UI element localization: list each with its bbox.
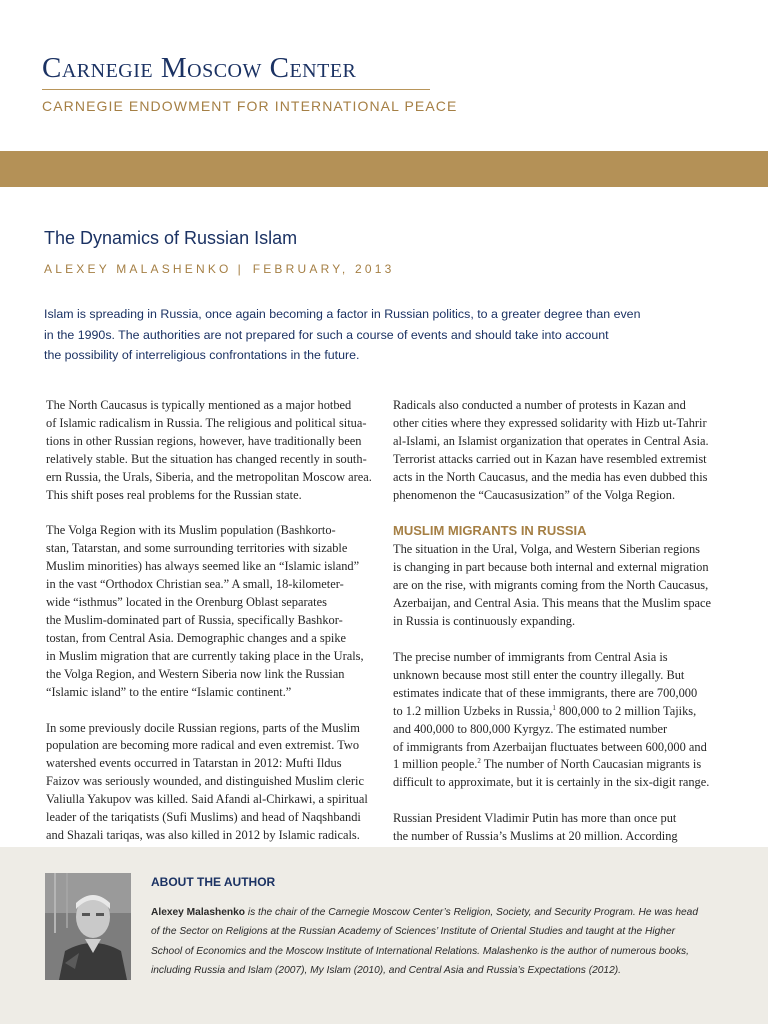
bio-line: School of Economics and the Moscow Institute of International Relations. Malashenko is the author of numerous books, <box>151 945 689 957</box>
text-line: In some previously docile Russian regions, parts of the Muslim <box>46 720 360 735</box>
body-paragraph <box>46 397 382 504</box>
text-segment: is the chair of the Carnegie Moscow Center’s Religion, Society, and Security Program. He was head <box>245 907 698 918</box>
text-line: are on the rise, with migrants coming from the North Caucasus, <box>393 578 709 593</box>
text-line: Faizov was seriously wounded, and distinguished Muslim cleric <box>46 774 364 789</box>
body-paragraph <box>393 810 733 846</box>
masthead-divider <box>42 89 430 90</box>
text-line: population are becoming more radical and even extremist. Two <box>46 738 360 753</box>
text-line: Radicals also conducted a number of protests in Kazan and <box>393 398 686 412</box>
article-title: The Dynamics of Russian Islam <box>44 228 298 248</box>
text-line: the number of Russia’s Muslims at 20 million. According <box>393 829 678 844</box>
text-line <box>393 756 733 774</box>
body-paragraph <box>393 397 733 504</box>
text-line: watershed events occurred in Tatarstan in 2012: Mufti Ildus <box>46 756 342 771</box>
author-bio <box>151 903 731 980</box>
summary-line: the possibility of interreligious confrontations in the future. <box>44 348 360 362</box>
left-column <box>46 397 382 863</box>
text-line: This shift poses real problems for the Russian state. <box>46 487 302 502</box>
author-bio-name: Alexey Malashenko <box>151 907 245 918</box>
text-line: of Islamic radicalism in Russia. The religious and political situa- <box>46 415 367 430</box>
right-column <box>393 397 733 864</box>
text-line <box>393 703 733 721</box>
body-paragraph <box>393 649 733 792</box>
text-line: acts in the North Caucasus, and the media has even dubbed this <box>393 469 708 484</box>
text-line: in Russia is continuously expanding. <box>393 614 576 629</box>
text-line: Muslim minorities) has always seemed like an “Islamic island” <box>46 559 360 574</box>
about-author-heading: ABOUT THE AUTHOR <box>151 875 276 889</box>
bio-line: of the Sector on Religions at the Russian Academy of Sciences’ Institute of Oriental Studies and taught at the Higher <box>151 926 676 938</box>
text-line: the Volga Region, and Western Siberia now link the Russian <box>46 666 345 681</box>
text-line: in Muslim migration that are currently taking place in the Urals, <box>46 648 364 663</box>
text-line: and 400,000 to 800,000 Kyrgyz. The estimated number <box>393 721 668 736</box>
bio-line <box>151 903 731 922</box>
text-line: unknown because most still enter the country illegally. But <box>393 667 685 682</box>
byline <box>44 262 394 276</box>
author-name: ALEXEY MALASHENKO <box>44 262 232 276</box>
text-line: estimates indicate that of these immigrants, there are 700,000 <box>393 685 698 700</box>
text-line: stan, Tatarstan, and some surrounding territories with sizable <box>46 541 348 556</box>
text-line: Russian President Vladimir Putin has more than once put <box>393 811 677 826</box>
masthead-title: Carnegie Moscow Center <box>42 52 357 84</box>
summary-line: Islam is spreading in Russia, once again becoming a factor in Russian politics, to a greater degree than even <box>44 307 641 321</box>
text-line: The situation in the Ural, Volga, and Western Siberian regions <box>393 542 700 557</box>
text-line: other cities where they expressed solidarity with Hizb ut-Tahrir <box>393 415 707 430</box>
masthead-subtitle: CARNEGIE ENDOWMENT FOR INTERNATIONAL PEACE <box>42 98 458 114</box>
text-line: tostan, from Central Asia. Demographic changes and a spike <box>46 630 347 645</box>
text-line: Valiulla Yakupov was killed. Said Afandi al-Chirkawi, a spiritual <box>46 792 368 807</box>
text-line: of immigrants from Azerbaijan fluctuates between 600,000 and <box>393 739 707 754</box>
text-line: leader of the tariqatists (Sufi Muslims) and head of Naqshbandi <box>46 810 361 825</box>
text-segment: to 1.2 million Uzbeks in Russia, <box>393 703 553 718</box>
footnote-marker[interactable]: 1 <box>552 703 556 712</box>
summary-line: in the 1990s. The authorities are not prepared for such a course of events and should take into account <box>44 327 609 342</box>
text-line: and Shazali tariqas, was also killed in 2012 by Islamic radicals. <box>46 827 360 842</box>
text-line: Terrorist attacks carried out in Kazan have resembled extremist <box>393 451 707 466</box>
text-line: the Muslim-dominated part of Russia, specifically Bashkor- <box>46 612 343 627</box>
body-paragraph <box>393 541 733 631</box>
text-line: Azerbaijan, and Central Asia. This means that the Muslim space <box>393 596 712 611</box>
text-line: is changing in part because both internal and external migration <box>393 560 709 575</box>
text-segment: 1 million people. <box>393 757 478 772</box>
text-line: relatively stable. But the situation has changed recently in south- <box>46 451 367 466</box>
byline-separator: | <box>237 262 241 276</box>
bio-line: including Russia and Islam (2007), My Islam (2010), and Central Asia and Russia’s Expectations (2012). <box>151 964 621 976</box>
text-line: “Islamic island” to the entire “Islamic continent.” <box>46 684 292 699</box>
publication-date: FEBRUARY, 2013 <box>252 262 395 276</box>
text-line: al-Islami, an Islamist organization that operates in Central Asia. <box>393 433 709 448</box>
text-line: The precise number of immigrants from Central Asia is <box>393 649 668 664</box>
body-paragraph <box>46 720 382 845</box>
text-line: difficult to approximate, but it is certainly in the six-digit range. <box>393 775 710 790</box>
decorative-band <box>0 151 768 187</box>
text-line: phenomenon the “Caucasusization” of the Volga Region. <box>393 487 676 502</box>
footnote-marker[interactable]: 2 <box>477 757 481 766</box>
text-line: The Volga Region with its Muslim population (Bashkorto- <box>46 523 336 538</box>
text-segment: The number of North Caucasian migrants is <box>480 757 702 772</box>
text-line: The North Caucasus is typically mentioned as a major hotbed <box>46 398 352 412</box>
section-heading: MUSLIM MIGRANTS IN RUSSIA <box>393 523 587 539</box>
text-line: tions in other Russian regions, however, have traditionally been <box>46 433 362 448</box>
text-segment: 800,000 to 2 million Tajiks, <box>555 703 697 718</box>
article-summary <box>44 304 734 366</box>
text-line: ern Russia, the Urals, Siberia, and the metropolitan Moscow area. <box>46 469 372 484</box>
body-paragraph <box>46 522 382 701</box>
author-photo <box>45 873 131 980</box>
text-line: in the vast “Orthodox Christian sea.” A small, 18-kilometer- <box>46 577 344 592</box>
text-line: wide “isthmus” located in the Orenburg Oblast separates <box>46 595 327 610</box>
